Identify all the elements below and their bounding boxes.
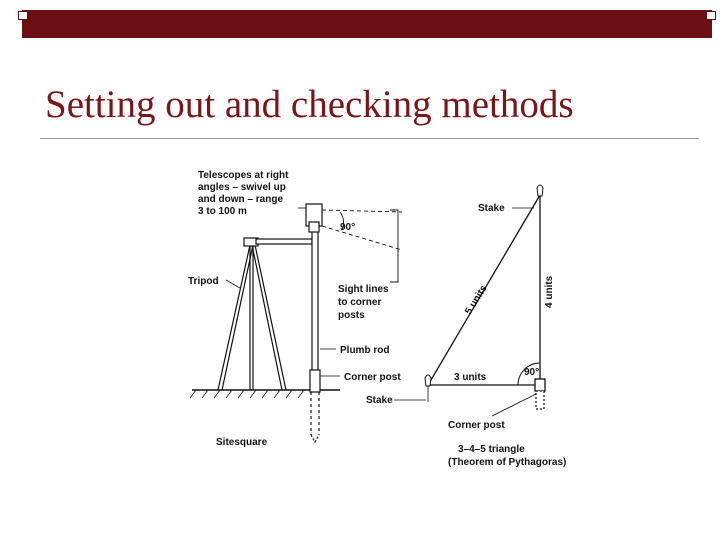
slide-title: Setting out and checking methods [45, 83, 574, 126]
setting-out-diagram [180, 150, 600, 480]
sight-lines [322, 210, 402, 250]
corner-post [310, 370, 320, 392]
triangle-caption-2: (Theorem of Pythagoras) [448, 457, 567, 468]
left-stake [425, 375, 431, 386]
tripod [218, 238, 286, 390]
plumb-rod-label: Plumb rod [340, 345, 390, 356]
ground-hatching [190, 390, 304, 398]
hypotenuse-label: 5 units [463, 283, 490, 317]
header-bar-left-square [18, 11, 28, 20]
telescope-label-line-2: angles – swivel up [198, 182, 286, 193]
telescope-label-line-1: Telescopes at right [198, 170, 289, 181]
sitesquare-arm [256, 239, 312, 244]
triangle-corner-post-label: Corner post [448, 420, 505, 431]
triangle-caption-1: 3–4–5 triangle [458, 444, 525, 455]
sitesquare-figure [190, 204, 402, 442]
header-bar [22, 10, 712, 38]
sight-lines-label-1: Sight lines [338, 284, 389, 295]
sitesquare-angle-label: 90° [340, 222, 356, 233]
vertical-side-label: 4 units [544, 275, 555, 308]
top-stake-label: Stake [478, 203, 505, 214]
triangle-corner-post [535, 379, 545, 391]
base-label: 3 units [454, 372, 487, 383]
triangle-angle-label: 90° [524, 367, 540, 378]
title-divider [40, 138, 699, 139]
sight-lines-bracket [390, 210, 398, 282]
tripod-label: Tripod [188, 276, 219, 287]
top-stake [537, 185, 543, 196]
header-bar-right-square [706, 11, 716, 20]
telescope-label-line-4: 3 to 100 m [198, 206, 247, 217]
telescope-label-line-3: and down – range [198, 194, 284, 205]
diagram-svg [180, 150, 600, 480]
sight-lines-label-3: posts [338, 310, 365, 321]
sitesquare-caption: Sitesquare [216, 437, 268, 448]
left-stake-label: Stake [366, 395, 393, 406]
sitesquare-corner-post-label: Corner post [344, 372, 401, 383]
plumb-rod [312, 220, 318, 385]
sight-lines-label-2: to corner [338, 297, 382, 308]
